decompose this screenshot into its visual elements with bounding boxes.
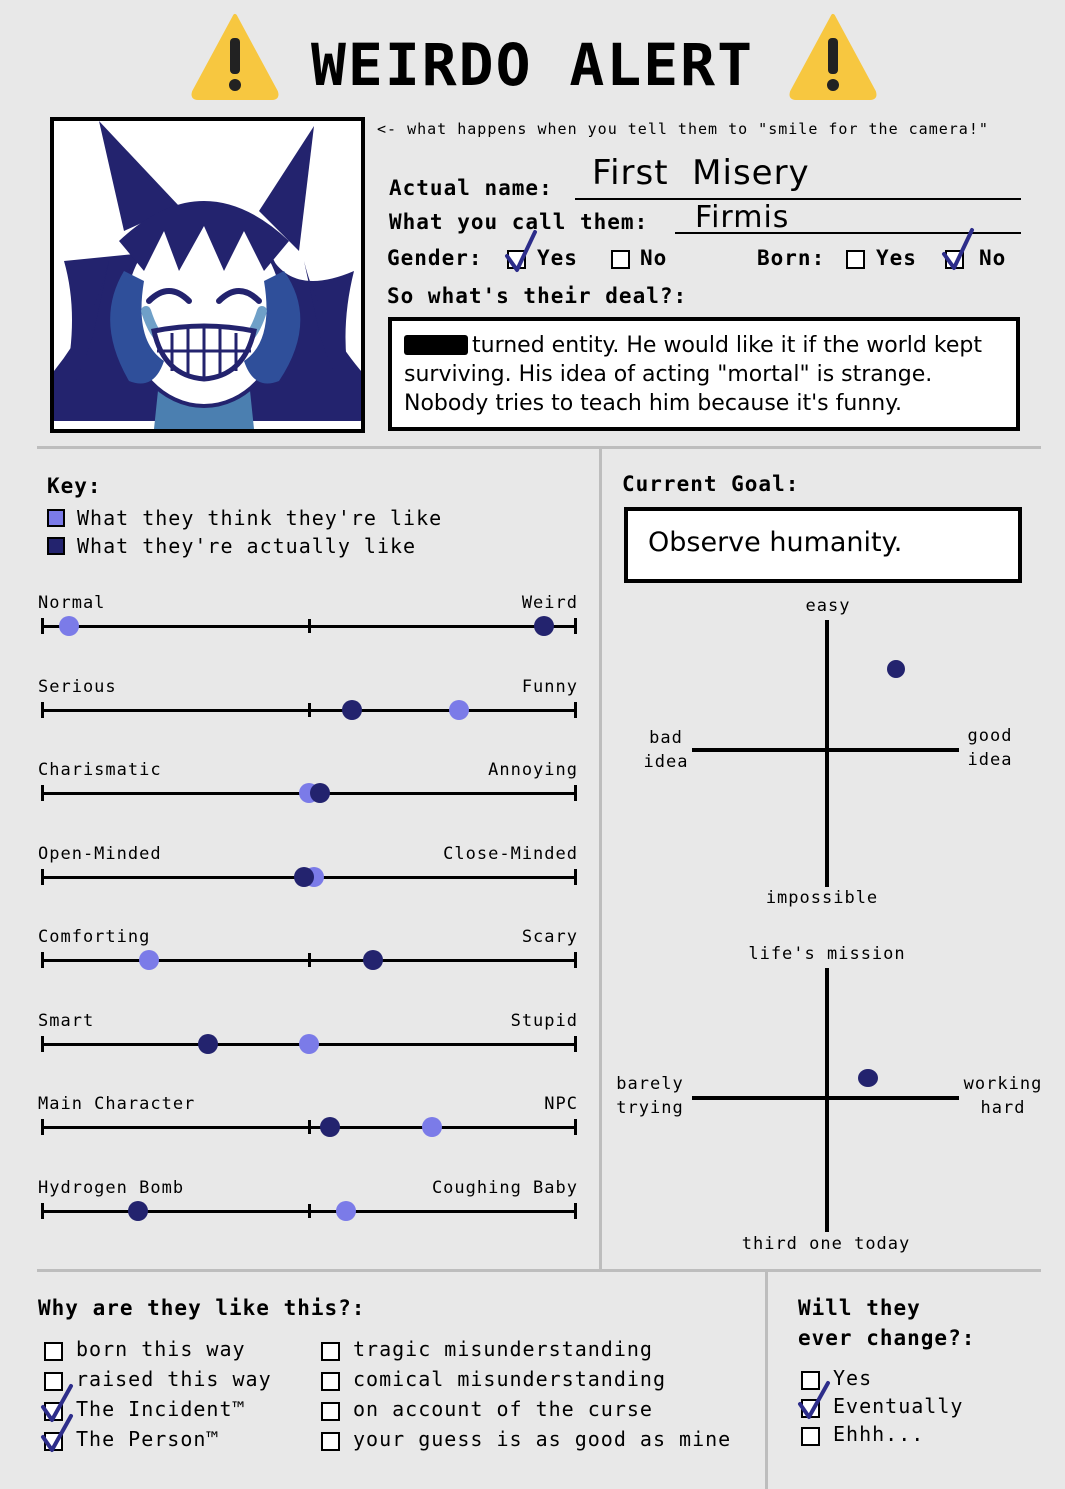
divider bbox=[599, 448, 602, 1270]
option-label: your guess is as good as mine bbox=[353, 1427, 732, 1451]
slider-think-marker bbox=[336, 1201, 356, 1221]
chart-label-right: good idea bbox=[967, 726, 1013, 770]
divider bbox=[765, 1271, 768, 1489]
checkmark-icon bbox=[40, 1413, 74, 1457]
key-think-label: What they think they're like bbox=[77, 506, 443, 530]
slider-right-label: Weird bbox=[521, 593, 578, 613]
option-label: tragic misunderstanding bbox=[353, 1337, 653, 1361]
option-label: Yes bbox=[833, 1366, 873, 1390]
slider-cap bbox=[574, 785, 577, 801]
change-title-line1: Will they bbox=[798, 1296, 921, 1320]
slider-cap bbox=[574, 1119, 577, 1135]
slider-left-label: Charismatic bbox=[38, 760, 162, 780]
divider bbox=[37, 446, 1041, 449]
chart-label-right: working hard bbox=[963, 1074, 1043, 1118]
slider-cap bbox=[574, 952, 577, 968]
option-label: born this way bbox=[76, 1337, 246, 1361]
born-label: Born: bbox=[757, 246, 826, 270]
slider-left-label: Open-Minded bbox=[38, 844, 162, 864]
chart-point bbox=[887, 660, 905, 678]
portrait-caption: <- what happens when you tell them to "smile for the camera!" bbox=[377, 120, 989, 138]
key-actual-swatch bbox=[47, 537, 65, 555]
option-label: Eventually bbox=[833, 1394, 964, 1418]
slider-cap bbox=[574, 702, 577, 718]
chart-label-left: bad idea bbox=[643, 728, 689, 772]
slider-actual-marker bbox=[294, 867, 314, 887]
slider-left-label: Serious bbox=[38, 677, 117, 697]
divider bbox=[37, 1269, 1041, 1272]
slider-think-marker bbox=[59, 616, 79, 636]
slider-cap bbox=[41, 1036, 44, 1052]
page-title: WEIRDO ALERT bbox=[310, 31, 755, 99]
slider-right-label: Funny bbox=[521, 677, 578, 697]
goal-title: Current Goal: bbox=[622, 472, 800, 496]
option-label: on account of the curse bbox=[353, 1397, 653, 1421]
chart-axis-vertical bbox=[825, 620, 829, 887]
checkmark-icon bbox=[503, 228, 539, 274]
slider-cap bbox=[41, 618, 44, 634]
slider-think-marker bbox=[139, 950, 159, 970]
slider-cap bbox=[574, 618, 577, 634]
slider-right-label: Annoying bbox=[488, 760, 578, 780]
deal-text: turned entity. He would like it if the world kept surviving. His idea of acting "mortal" is strange. Nobody tries to teach him because it's funny. bbox=[404, 333, 982, 416]
key-actual-label: What they're actually like bbox=[77, 534, 417, 558]
checkmark-icon bbox=[797, 1380, 831, 1424]
slider-cap bbox=[41, 702, 44, 718]
slider-midmark bbox=[308, 953, 311, 967]
actual-name-value: First Misery bbox=[592, 153, 810, 193]
chart-label-top: life's mission bbox=[748, 944, 906, 964]
slider-actual-marker bbox=[534, 616, 554, 636]
slider-left-label: Hydrogen Bomb bbox=[38, 1178, 185, 1198]
born-yes-checkbox[interactable] bbox=[846, 250, 865, 269]
why-title: Why are they like this?: bbox=[38, 1296, 366, 1320]
goal-box bbox=[624, 507, 1022, 583]
gender-label: Gender: bbox=[387, 246, 483, 270]
chart-label-bottom: impossible bbox=[765, 888, 879, 908]
chart-axis-horizontal bbox=[692, 1096, 959, 1100]
actual-name-underline bbox=[575, 198, 1021, 200]
slider-midmark bbox=[308, 619, 311, 633]
slider-cap bbox=[41, 785, 44, 801]
option-label: Ehhh... bbox=[833, 1422, 925, 1446]
chart-point bbox=[858, 1069, 878, 1087]
slider-right-label: Stupid bbox=[510, 1011, 578, 1031]
gender-no-label: No bbox=[640, 246, 668, 270]
slider-left-label: Normal bbox=[38, 593, 106, 613]
option-label: comical misunderstanding bbox=[353, 1367, 666, 1391]
gender-yes-label: Yes bbox=[537, 246, 578, 270]
deal-label: So what's their deal?: bbox=[387, 284, 688, 308]
slider-left-label: Smart bbox=[38, 1011, 95, 1031]
slider-right-label: NPC bbox=[544, 1094, 578, 1114]
deal-box bbox=[388, 317, 1020, 431]
slider-midmark bbox=[308, 1204, 311, 1218]
key-title: Key: bbox=[47, 474, 102, 498]
slider-actual-marker bbox=[320, 1117, 340, 1137]
slider-cap bbox=[574, 1203, 577, 1219]
slider-actual-marker bbox=[310, 783, 330, 803]
born-no-label: No bbox=[979, 246, 1007, 270]
option-checkbox[interactable] bbox=[44, 1342, 63, 1361]
slider-actual-marker bbox=[128, 1201, 148, 1221]
key-think-swatch bbox=[47, 509, 65, 527]
option-label: The Incident™ bbox=[76, 1397, 246, 1421]
option-checkbox[interactable] bbox=[321, 1372, 340, 1391]
chart-axis-horizontal bbox=[692, 748, 959, 752]
option-checkbox[interactable] bbox=[321, 1432, 340, 1451]
slider-cap bbox=[574, 1036, 577, 1052]
slider-think-marker bbox=[449, 700, 469, 720]
slider-left-label: Comforting bbox=[38, 927, 151, 947]
slider-midmark bbox=[308, 1120, 311, 1134]
slider-cap bbox=[41, 1203, 44, 1219]
actual-name-label: Actual name: bbox=[389, 176, 553, 200]
slider-cap bbox=[574, 869, 577, 885]
slider-think-marker bbox=[422, 1117, 442, 1137]
slider-cap bbox=[41, 869, 44, 885]
option-checkbox[interactable] bbox=[321, 1342, 340, 1361]
slider-actual-marker bbox=[342, 700, 362, 720]
option-label: The Person™ bbox=[76, 1427, 220, 1451]
slider-right-label: Scary bbox=[521, 927, 578, 947]
slider-cap bbox=[41, 1119, 44, 1135]
gender-no-checkbox[interactable] bbox=[611, 250, 630, 269]
portrait-image bbox=[50, 117, 365, 433]
call-value: Firmis bbox=[695, 200, 790, 235]
slider-right-label: Coughing Baby bbox=[431, 1178, 578, 1198]
call-label: What you call them: bbox=[389, 210, 649, 234]
born-yes-label: Yes bbox=[876, 246, 917, 270]
option-label: raised this way bbox=[76, 1367, 272, 1391]
slider-right-label: Close-Minded bbox=[443, 844, 578, 864]
slider-actual-marker bbox=[198, 1034, 218, 1054]
chart-label-top: easy bbox=[805, 596, 851, 616]
chart-label-left: barely trying bbox=[616, 1074, 684, 1118]
slider-think-marker bbox=[299, 1034, 319, 1054]
goal-text: Observe humanity. bbox=[648, 527, 903, 558]
redacted-name bbox=[404, 335, 468, 355]
change-title-line2: ever change?: bbox=[798, 1326, 976, 1350]
slider-left-label: Main Character bbox=[38, 1094, 196, 1114]
option-checkbox[interactable] bbox=[801, 1427, 820, 1446]
chart-label-bottom: third one today bbox=[741, 1234, 911, 1254]
checkmark-icon bbox=[940, 226, 976, 272]
slider-cap bbox=[41, 952, 44, 968]
slider-midmark bbox=[308, 703, 311, 717]
slider-actual-marker bbox=[363, 950, 383, 970]
chart-axis-vertical bbox=[825, 968, 829, 1232]
option-checkbox[interactable] bbox=[321, 1402, 340, 1421]
